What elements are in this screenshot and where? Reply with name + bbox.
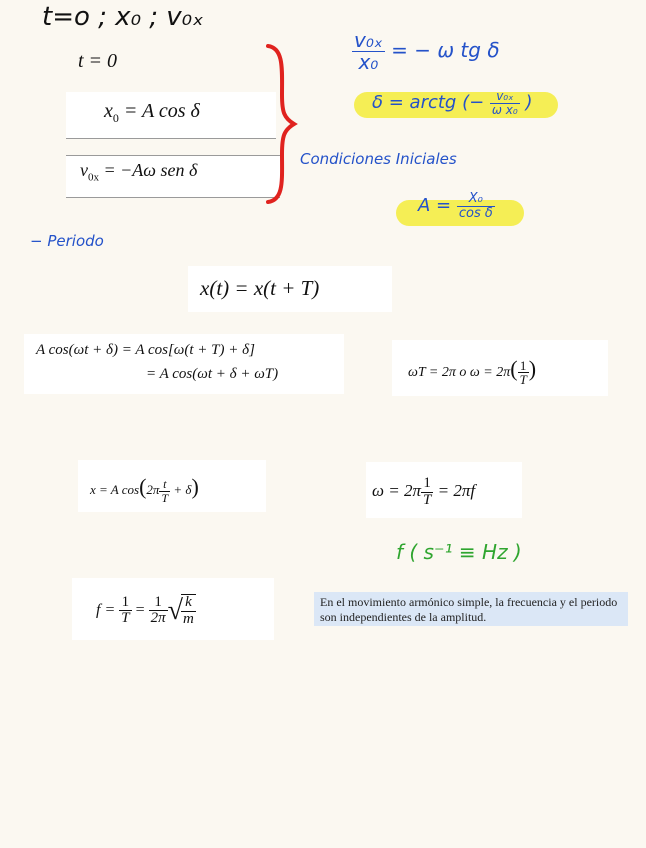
position-post: + δ [173,482,192,497]
x0-equation [104,100,200,126]
v0x-underline [66,197,280,198]
red-brace-icon [262,40,298,208]
delta-lhs: δ = arctg (− [372,92,485,114]
ratio-denominator: x₀ [358,50,379,74]
initial-conditions-label: Condiciones Iniciales [300,150,457,168]
ratio-rhs: = − ω tg δ [391,38,500,62]
position-equation: x = A cos(2π $\frac{t}{T}$ + δ) [90,474,199,505]
t-zero-equation: t = 0 [78,50,118,72]
delta-close: ) [525,92,533,114]
frequency-numerator-2: 1 [149,595,168,612]
angular-frequency-numerator: 1 [421,476,433,493]
omega-period-numerator: 1 [518,359,529,374]
position-lhs: x = A cos [90,482,140,497]
position-denominator: T [161,490,169,505]
x0-lhs: x [104,100,113,122]
frequency-unit-note: f ( s⁻¹ ≡ Hz ) [396,540,522,564]
amplitude-denominator: cos δ [458,205,493,221]
delta-formula-note [372,90,532,116]
periodic-equation: x(t) = x(t + T) [200,276,320,300]
velocity-ratio-note [352,30,500,73]
position-numerator: t [159,478,170,492]
v0x-rhs: = −Aω sen δ [99,160,198,180]
period-section-label: − Periodo [30,232,104,250]
frequency-sqrt-numerator: k [181,595,196,612]
frequency-equation [96,594,196,628]
ratio-numerator: v₀ₓ [354,28,383,52]
angular-frequency-lhs: ω = 2π [372,481,421,501]
x0-subscript: 0 [112,111,119,125]
cosine-identity-line1: A cos(ωt + δ) = A cos[ω(t + T) + δ] [36,342,255,358]
frequency-denominator-2: 2π [150,610,166,627]
angular-frequency-equation [372,476,475,509]
sqrt-icon: √ [167,594,184,626]
angular-frequency-rhs: = 2πf [437,481,476,501]
v0x-overline [66,155,280,156]
omega-period-lhs: ωT = 2π o ω = 2π [408,365,511,380]
position-pre: 2π [146,482,160,497]
frequency-equals: = [135,601,145,619]
frequency-lhs: f = [96,601,116,619]
frequency-sqrt-denominator: m [183,610,194,627]
amplitude-independence-note: En el movimiento armónico simple, la frecuencia y el periodo son independientes de la amplitud. [314,592,628,626]
frequency-denominator-1: T [121,610,130,627]
v0x-subscript: 0x [88,171,99,184]
delta-numerator: v₀ₓ [490,90,520,104]
initial-variables-note: t=o ; x₀ ; v₀ₓ [42,2,204,32]
omega-period-denominator: T [519,372,527,388]
cosine-identity-line2: = A cos(ωt + δ + ωT) [146,366,279,382]
amplitude-lhs: A = [418,195,452,217]
x0-underline [66,138,276,139]
amplitude-numerator: X₀ [457,192,495,207]
amplitude-formula-note [418,192,495,220]
delta-denominator: ω x₀ [491,102,518,117]
v0x-equation [80,160,197,184]
frequency-numerator-1: 1 [119,595,131,612]
x0-rhs: = A cos δ [118,100,200,122]
v0x-lhs: v [80,160,88,180]
omega-period-equation: ωT = 2π o ω = 2π( $\frac{1}{T}$ ) [408,356,537,388]
angular-frequency-denominator: T [423,491,432,508]
